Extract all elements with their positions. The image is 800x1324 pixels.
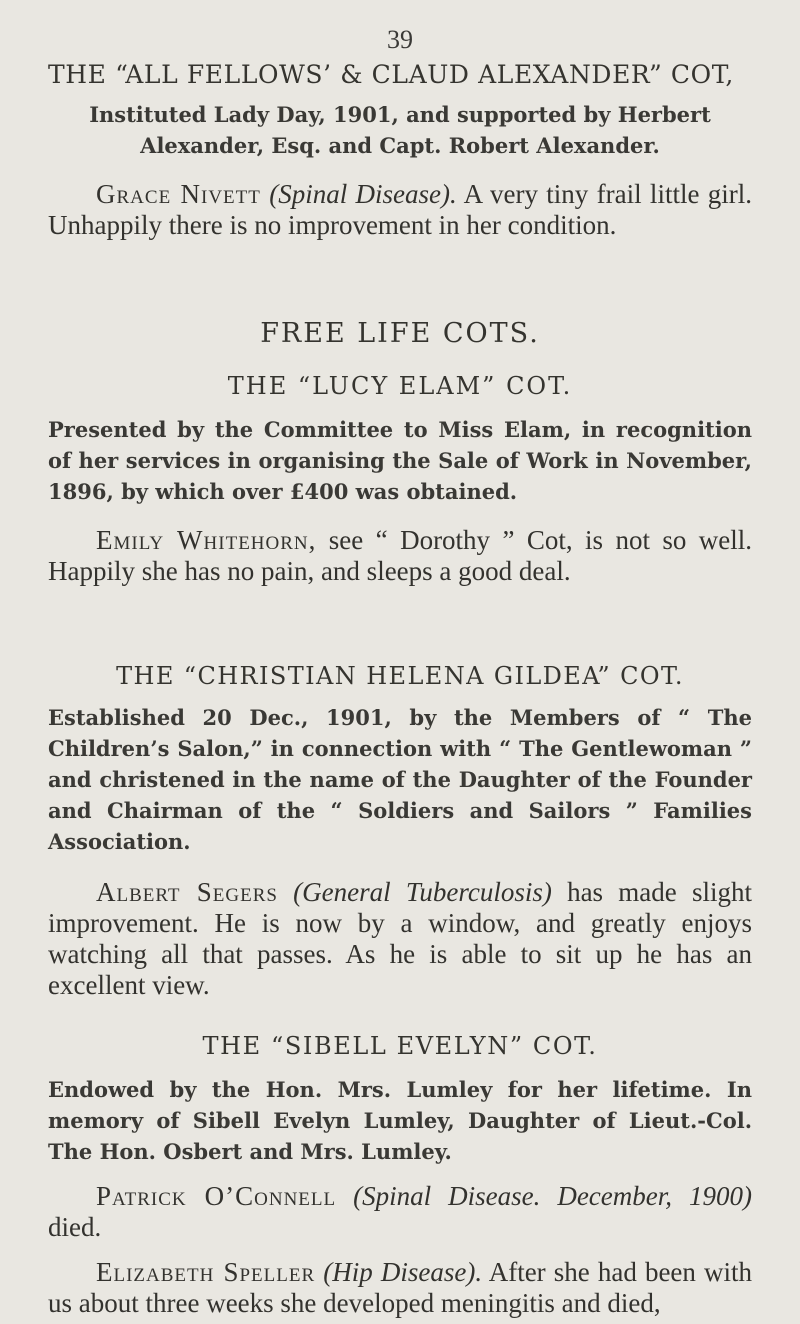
section-subtitle: Instituted Lady Day, 1901, and supported by Herbert Alexander, Esq. and Capt. Robert Alexander. — [89, 102, 711, 158]
section-subtitle: Established 20 Dec., 1901, by the Members of “ The Children’s Salon,” in connection with “ The Gentlewoman ” and christened in the name of the Daughter of the Founder and Chairman of the “ Soldiers and Sailors ” Families Association. — [48, 705, 752, 854]
section-heading: THE “CHRISTIAN HELENA GILDEA” COT. — [116, 662, 684, 690]
section-heading: THE “SIBELL EVELYN” COT. — [202, 1032, 598, 1060]
section-free-life-cots — [48, 318, 752, 349]
section-sibell-evelyn-cot — [48, 1032, 752, 1319]
section-heading: THE “ALL FELLOWS’ & CLAUD ALEXANDER” COT, — [48, 60, 734, 89]
patient-name: Patrick O’Connell — [96, 1181, 337, 1211]
patient-note: died. — [48, 1212, 102, 1242]
patient-note: After she had been with us about three weeks she developed meningitis and died, — [48, 1257, 753, 1318]
patient-name: Grace Nivett — [96, 179, 261, 209]
section-christian-helena-gildea-cot — [48, 662, 752, 1001]
page-number: 39 — [387, 25, 413, 54]
patient-note: see “ Dorothy ” Cot, is not so well. Happily she has no pain, and sleeps a good deal. — [48, 525, 752, 586]
patient-entry — [48, 179, 752, 241]
patient-note: A very tiny frail little girl. Unhappily there is no improvement in her condition. — [48, 179, 753, 240]
section-heading: THE “LUCY ELAM” COT. — [227, 372, 573, 400]
patient-condition: (Spinal Disease). — [269, 179, 457, 209]
patient-entry — [48, 1181, 752, 1243]
patient-condition: (Hip Disease). — [323, 1257, 483, 1287]
patient-condition: (Spinal Disease. December, 1900) — [353, 1181, 752, 1211]
patient-entry — [48, 877, 752, 1001]
patient-entry — [48, 525, 752, 587]
section-lucy-elam-cot — [48, 372, 752, 587]
patient-name: Albert Segers — [96, 877, 278, 907]
patient-name: Emily Whitehorn, — [96, 525, 317, 555]
section-all-fellows-cot — [48, 60, 752, 241]
patient-condition: (General Tuberculosis) — [293, 877, 552, 907]
patient-note: has made slight improvement. He is now by a window, and greatly enjoys watching all that passes. As he is able to sit up he has an excellent view. — [48, 877, 752, 1000]
section-heading: FREE LIFE COTS. — [260, 318, 540, 349]
section-subtitle: Endowed by the Hon. Mrs. Lumley for her lifetime. In memory of Sibell Evelyn Lumley, Daughter of Lieut.-Col. The Hon. Osbert and Mrs. Lumley. — [48, 1077, 752, 1164]
patient-name: Elizabeth Speller — [96, 1257, 316, 1287]
patient-entry — [48, 1257, 752, 1319]
section-subtitle: Presented by the Committee to Miss Elam, in recognition of her services in organising the Sale of Work in November, 1896, by which over £400 was obtained. — [48, 417, 752, 504]
